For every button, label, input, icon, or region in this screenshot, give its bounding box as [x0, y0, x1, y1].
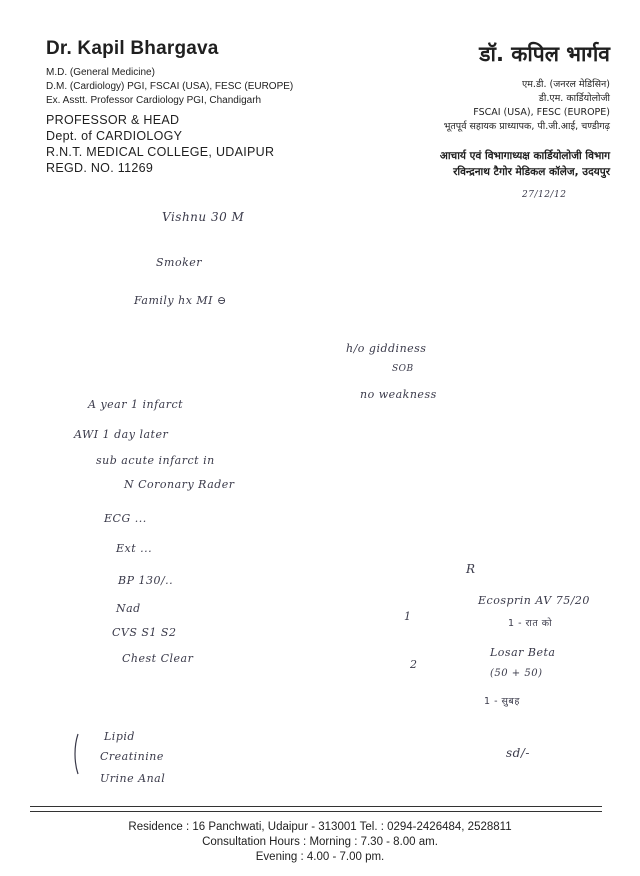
handwritten-note: Ext ...	[116, 542, 153, 555]
qualification-line: M.D. (General Medicine)	[46, 67, 155, 78]
doctor-name: Dr. Kapil Bhargava	[46, 38, 219, 59]
handwritten-note: N Coronary Rader	[124, 478, 235, 491]
advice-item: Creatinine	[100, 750, 164, 763]
doctor-name-hindi: डॉ. कपिल भार्गव	[479, 42, 610, 66]
position-line-hindi: आचार्य एवं विभागाध्यक्ष कार्डियोलोजी विभाग	[439, 150, 610, 162]
handwritten-note: BP 130/..	[118, 574, 174, 587]
qualification-line-hindi: FSCAI (USA), FESC (EUROPE)	[473, 107, 610, 118]
signature: sd/-	[506, 746, 530, 760]
residence-line: Residence : 16 Panchwati, Udaipur - 313001 Tel. : 0294-2426484, 2528811	[128, 821, 512, 833]
rx-dose: 1 - रात को	[508, 618, 553, 629]
evening-hours: Evening : 4.00 - 7.00 pm.	[255, 851, 385, 863]
handwritten-patient: Vishnu 30 M	[162, 210, 245, 224]
handwritten-note: Chest Clear	[122, 652, 194, 665]
rx-number: 1	[404, 610, 412, 623]
position-line: Dept. of CARDIOLOGY	[46, 129, 183, 143]
advice-item: Lipid	[104, 730, 135, 743]
handwritten-note: h/o giddiness	[346, 342, 427, 355]
advice-item: Urine Anal	[100, 772, 166, 785]
handwritten-note: Smoker	[156, 256, 203, 269]
handwritten-note: Nad	[116, 602, 141, 615]
consultation-hours: Consultation Hours : Morning : 7.30 - 8.00 am.	[202, 836, 438, 848]
qualification-line-hindi: भूतपूर्व सहायक प्राध्यापक, पी.जी.आई, चण्डीगढ़	[443, 121, 610, 132]
handwritten-note: AWI 1 day later	[74, 428, 169, 441]
letterhead-english	[46, 38, 293, 108]
position-line: PROFESSOR & HEAD	[46, 113, 180, 127]
handwritten-note: no weakness	[360, 388, 437, 401]
handwritten-note: ECG ...	[104, 512, 147, 525]
qualification-line: Ex. Asstt. Professor Cardiology PGI, Chandigarh	[46, 95, 262, 106]
rx-drug: Ecosprin AV 75/20	[478, 594, 590, 607]
department-block	[46, 112, 274, 176]
letterhead-hindi	[444, 40, 610, 134]
handwritten-note: SOB	[392, 364, 414, 374]
department-block-hindi	[440, 148, 610, 180]
rx-drug: Losar Beta	[490, 646, 556, 659]
footer	[0, 820, 640, 865]
handwritten-date: 27/12/12	[522, 190, 567, 200]
advice-bracket-icon	[72, 732, 82, 776]
footer-divider	[30, 806, 602, 807]
handwritten-note: Family hx MI ⊖	[134, 294, 227, 307]
qualification-line-hindi: एम.डी. (जनरल मेडिसिन)	[522, 79, 610, 90]
position-line-hindi: रविन्द्रनाथ टैगोर मेडिकल कॉलेज, उदयपुर	[453, 166, 610, 178]
footer-divider	[30, 811, 602, 812]
handwritten-note: A year 1 infarct	[88, 398, 184, 411]
qualification-line-hindi: डी.एम. कार्डियोलोजी	[538, 93, 610, 104]
qualification-line: D.M. (Cardiology) PGI, FSCAI (USA), FESC (EUROPE)	[46, 81, 294, 92]
rx-dose: 1 - सुबह	[484, 696, 520, 707]
position-line: R.N.T. MEDICAL COLLEGE, UDAIPUR	[46, 145, 275, 159]
rx-number: 2	[410, 658, 418, 671]
rx-symbol: R	[466, 562, 476, 576]
rx-strength: (50 + 50)	[490, 668, 543, 679]
handwritten-note: CVS S1 S2	[112, 626, 177, 639]
registration-number: REGD. NO. 11269	[46, 161, 154, 175]
handwritten-note: sub acute infarct in	[96, 454, 215, 467]
